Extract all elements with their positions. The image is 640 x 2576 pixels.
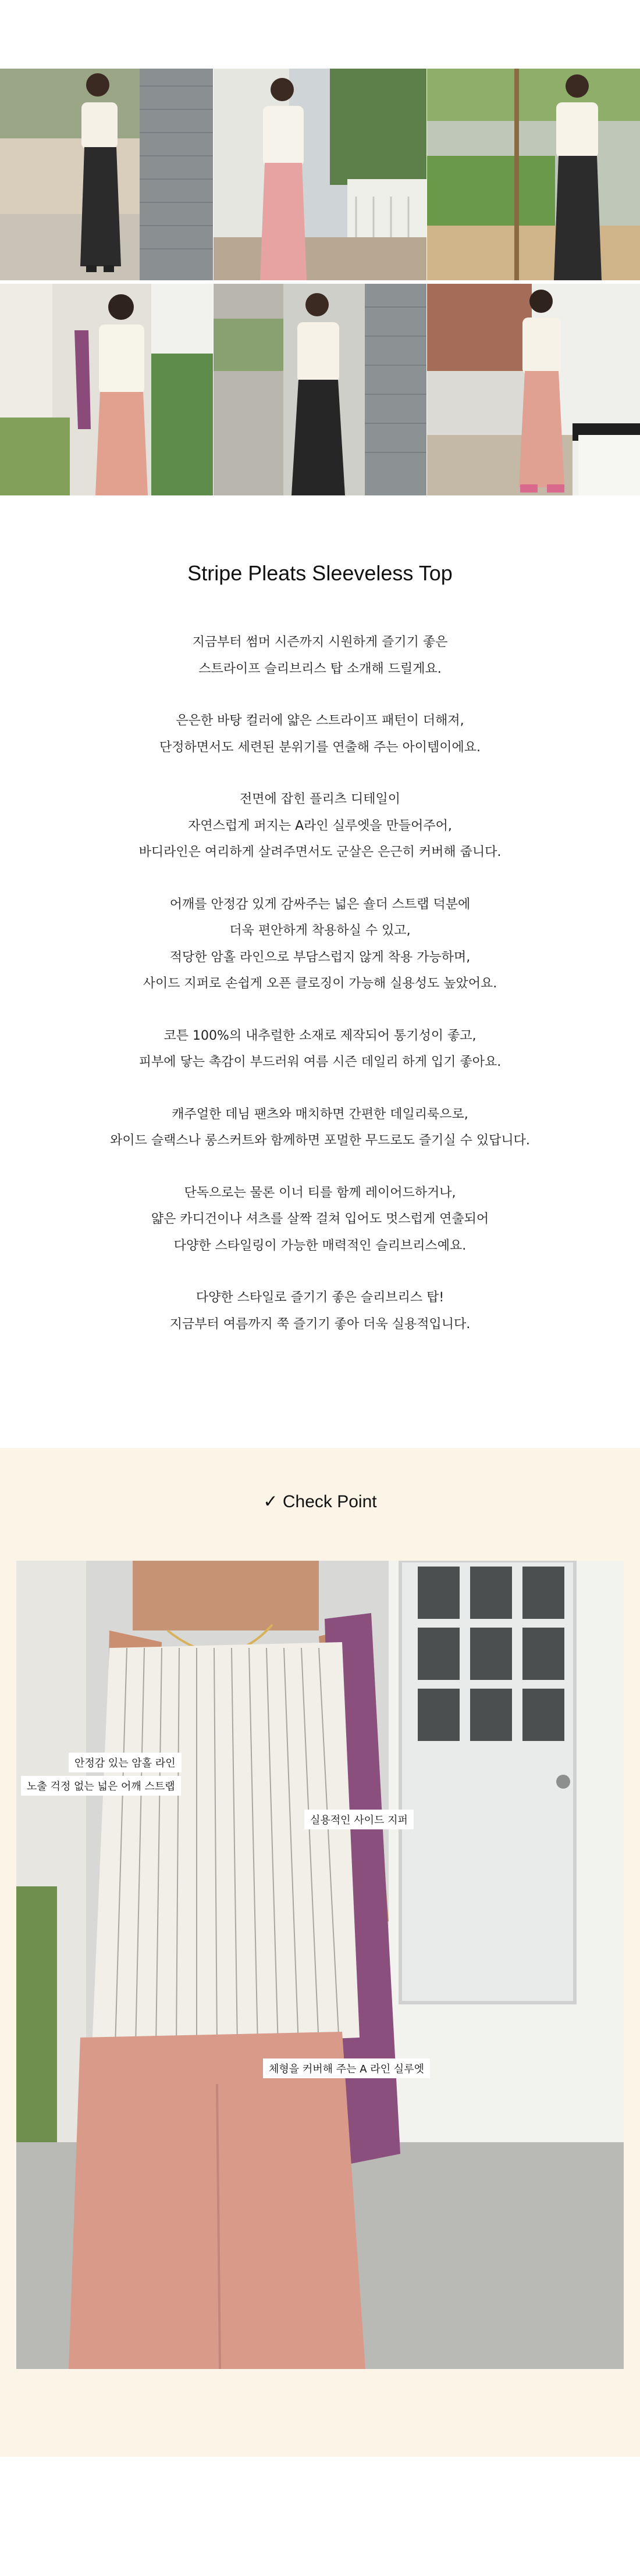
check-point-photo	[16, 1561, 624, 2369]
product-title: Stripe Pleats Sleeveless Top	[187, 561, 453, 585]
description-line: 어깨를 안정감 있게 감싸주는 넓은 숄더 스트랩 덕분에	[169, 897, 471, 912]
description-line: 지금부터 여름까지 쭉 즐기기 좋아 더욱 실용적입니다.	[169, 1316, 471, 1332]
description-line: 지금부터 썸머 시즌까지 시원하게 즐기기 좋은	[192, 635, 448, 650]
description-paragraph	[0, 1023, 640, 1076]
lookbook-photo	[0, 284, 213, 495]
description-line: 스트라이프 슬리브리스 탑 소개해 드릴게요.	[198, 661, 442, 676]
lookbook-photo	[0, 69, 213, 280]
description-paragraph	[0, 891, 640, 997]
lookbook-photo	[427, 69, 640, 280]
description-paragraph	[0, 1180, 640, 1260]
lookbook-photo	[214, 69, 426, 280]
description-line: 캐주얼한 데님 팬츠와 매치하면 간편한 데일리룩으로,	[172, 1107, 468, 1122]
description-paragraph	[0, 629, 640, 682]
description-line: 바디라인은 여리하게 살려주면서도 군살은 은근히 커버해 줍니다.	[138, 845, 502, 859]
description-line: 사이드 지퍼로 손쉽게 오픈 클로징이 가능해 실용성도 높았어요.	[143, 976, 497, 991]
description-paragraph	[0, 1285, 640, 1337]
description-line: 다양한 스타일로 즐기기 좋은 슬리브리스 탑!	[195, 1290, 445, 1305]
description-line: 자연스럽게 퍼지는 A라인 실루엣을 만들어주어,	[188, 818, 452, 833]
description-line: 단정하면서도 세련된 분위기를 연출해 주는 아이템이에요.	[159, 740, 481, 755]
description-line: 단독으로는 물론 이너 티를 함께 레이어드하거나,	[184, 1185, 456, 1200]
description-line: 코튼 100%의 내추럴한 소재로 제작되어 통기성이 좋고,	[163, 1028, 477, 1043]
tag-strap: 노출 걱정 없는 넓은 어깨 스트랩	[21, 1776, 181, 1796]
tag-armhole: 안정감 있는 암홀 라인	[69, 1753, 182, 1772]
lookbook-photo	[214, 284, 426, 495]
description-line: 와이드 슬랙스나 롱스커트와 함께하면 포멀한 무드로도 즐기실 수 있답니다.	[110, 1133, 530, 1148]
check-point-title: ✓ Check Point	[263, 1492, 377, 1511]
description-line: 적당한 암홀 라인으로 부담스럽지 않게 착용 가능하며,	[169, 950, 471, 965]
description-paragraph	[0, 786, 640, 866]
description-line: 피부에 닿는 촉감이 부드러워 여름 시즌 데일리 하게 입기 좋아요.	[138, 1055, 502, 1069]
description-line: 더욱 편안하게 착용하실 수 있고,	[229, 923, 411, 938]
product-description	[0, 629, 640, 1363]
description-line: 얇은 카디건이나 셔츠를 살짝 걸쳐 입어도 멋스럽게 연출되어	[151, 1212, 489, 1226]
lookbook-photo	[427, 284, 640, 495]
description-line: 전면에 잡힌 플리츠 디테일이	[239, 792, 400, 807]
description-paragraph	[0, 1101, 640, 1154]
description-line: 은은한 바탕 컬러에 얇은 스트라이프 패턴이 더해져,	[176, 713, 464, 728]
description-line: 다양한 스타일링이 가능한 매력적인 슬리브리스예요.	[173, 1238, 467, 1253]
description-paragraph	[0, 708, 640, 761]
tag-zipper: 실용적인 사이드 지퍼	[304, 1810, 414, 1829]
tag-silhouette: 체형을 커버해 주는 A 라인 실루엣	[263, 2058, 430, 2078]
lookbook-grid	[0, 69, 640, 496]
